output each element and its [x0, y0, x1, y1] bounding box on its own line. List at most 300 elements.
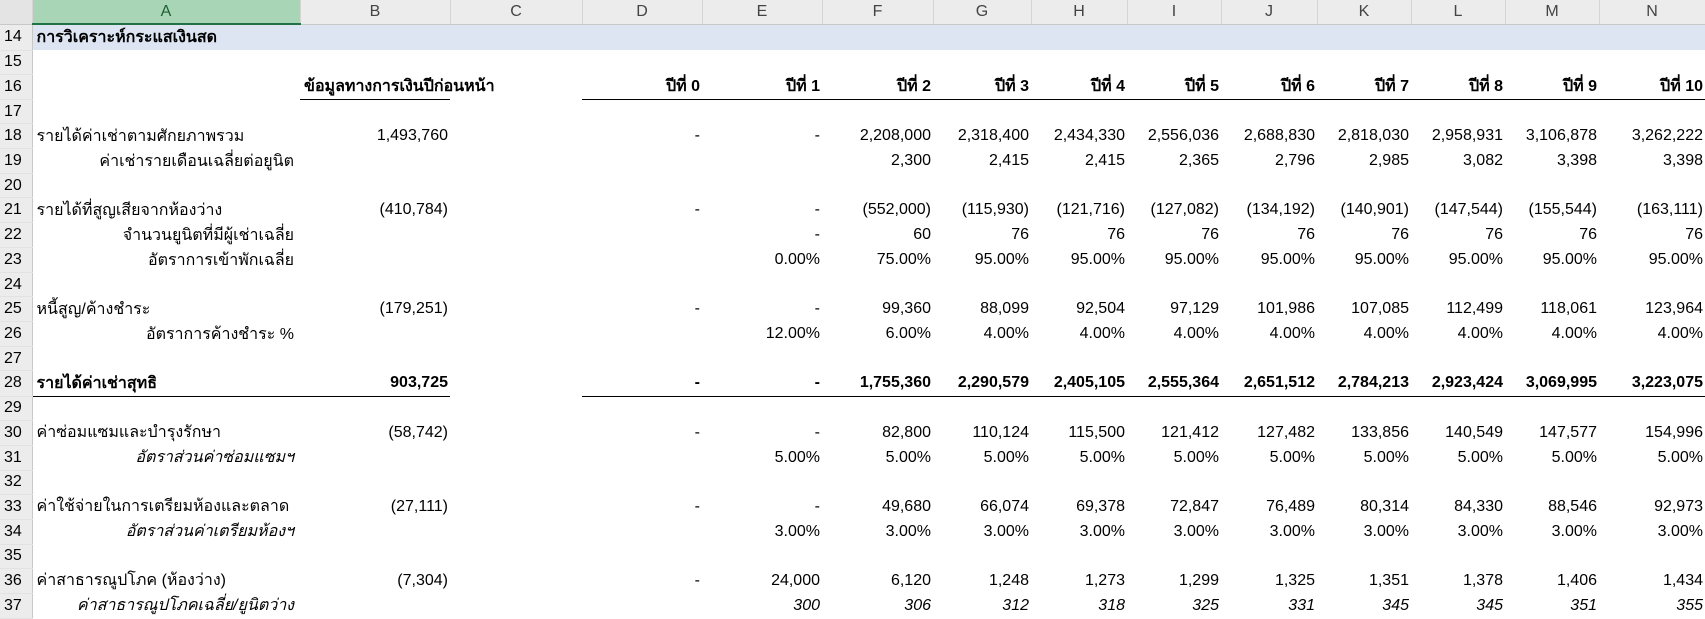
- cell-i37[interactable]: 325: [1192, 596, 1219, 614]
- row-number-16[interactable]: 16: [0, 74, 32, 100]
- cell-c22[interactable]: [450, 223, 582, 248]
- cell-i28[interactable]: 2,555,364: [1127, 371, 1221, 397]
- cell-a27[interactable]: [32, 347, 300, 371]
- cell-l16[interactable]: ปีที่ 8: [1411, 74, 1505, 100]
- cell-c25[interactable]: [450, 297, 582, 322]
- cell-f33[interactable]: 49,680: [882, 497, 931, 515]
- cell-b17[interactable]: [300, 100, 450, 124]
- cell-g33[interactable]: 66,074: [980, 497, 1029, 515]
- cell-j18[interactable]: 2,688,830: [1243, 127, 1315, 144]
- row-number-23[interactable]: 23: [0, 248, 32, 273]
- cell-d35[interactable]: [582, 544, 702, 568]
- cell-n15[interactable]: [1599, 50, 1705, 74]
- row-number-18[interactable]: 18: [0, 124, 32, 149]
- cell-k32[interactable]: [1317, 470, 1411, 494]
- cell-f20[interactable]: [822, 174, 933, 198]
- cell-n24[interactable]: [1599, 273, 1705, 297]
- cell-j35[interactable]: [1221, 544, 1317, 568]
- cell-g23[interactable]: 95.00%: [974, 251, 1029, 268]
- cell-d20[interactable]: [582, 174, 702, 198]
- cell-b37[interactable]: [300, 593, 450, 618]
- cell-l29[interactable]: [1411, 396, 1505, 420]
- cell-c21[interactable]: [450, 198, 582, 223]
- cell-f19[interactable]: 2,300: [890, 152, 931, 169]
- cell-e19[interactable]: [702, 149, 822, 174]
- cell-e27[interactable]: [702, 347, 822, 371]
- cell-m27[interactable]: [1505, 347, 1599, 371]
- cell-i33[interactable]: 72,847: [1170, 497, 1219, 515]
- cell-k31[interactable]: 5.00%: [1363, 448, 1409, 466]
- cell-g16[interactable]: ปีที่ 3: [933, 74, 1031, 100]
- cell-l17[interactable]: [1411, 100, 1505, 124]
- row-number-34[interactable]: 34: [0, 519, 32, 544]
- cell-m26[interactable]: 4.00%: [1551, 325, 1597, 342]
- cell-h14[interactable]: [1031, 24, 1127, 50]
- cell-f25[interactable]: 99,360: [882, 300, 931, 317]
- row-number-33[interactable]: 33: [0, 494, 32, 519]
- cell-k21[interactable]: (140,901): [1340, 201, 1409, 218]
- cell-e25[interactable]: -: [814, 300, 820, 317]
- cell-e22[interactable]: -: [814, 226, 820, 243]
- cell-h20[interactable]: [1031, 174, 1127, 198]
- cell-d27[interactable]: [582, 347, 702, 371]
- cell-k34[interactable]: 3.00%: [1363, 522, 1409, 540]
- cell-c14[interactable]: [450, 24, 582, 50]
- cell-m31[interactable]: 5.00%: [1551, 448, 1597, 466]
- cell-c27[interactable]: [450, 347, 582, 371]
- cell-m21[interactable]: (155,544): [1528, 201, 1597, 218]
- cell-k28[interactable]: 2,784,213: [1317, 371, 1411, 397]
- cell-i16[interactable]: ปีที่ 5: [1127, 74, 1221, 100]
- cell-a24[interactable]: [32, 273, 300, 297]
- cell-i34[interactable]: 3.00%: [1173, 522, 1219, 540]
- cell-h29[interactable]: [1031, 396, 1127, 420]
- row-number-22[interactable]: 22: [0, 223, 32, 248]
- cell-m17[interactable]: [1505, 100, 1599, 124]
- cell-m33[interactable]: 88,546: [1548, 497, 1597, 515]
- cell-e15[interactable]: [702, 50, 822, 74]
- cell-d25[interactable]: -: [694, 300, 700, 317]
- cell-j31[interactable]: 5.00%: [1269, 448, 1315, 466]
- column-header-a[interactable]: A: [32, 0, 300, 24]
- cell-k36[interactable]: 1,351: [1368, 571, 1409, 589]
- cell-e35[interactable]: [702, 544, 822, 568]
- row-number-21[interactable]: 21: [0, 198, 32, 223]
- cell-j14[interactable]: [1221, 24, 1317, 50]
- cell-d37[interactable]: [582, 593, 702, 618]
- row-number-24[interactable]: 24: [0, 273, 32, 297]
- cell-m20[interactable]: [1505, 174, 1599, 198]
- row-number-32[interactable]: 32: [0, 470, 32, 494]
- cell-l26[interactable]: 4.00%: [1457, 325, 1503, 342]
- cell-h22[interactable]: 76: [1107, 226, 1125, 243]
- cell-b26[interactable]: [300, 322, 450, 347]
- cell-b24[interactable]: [300, 273, 450, 297]
- cell-c33[interactable]: [450, 494, 582, 519]
- cell-f36[interactable]: 6,120: [890, 571, 931, 589]
- cell-f23[interactable]: 75.00%: [876, 251, 931, 268]
- select-all-corner[interactable]: [0, 0, 32, 24]
- cell-l36[interactable]: 1,378: [1462, 571, 1503, 589]
- column-header-j[interactable]: J: [1221, 0, 1317, 24]
- cell-a20[interactable]: [32, 174, 300, 198]
- cell-a35[interactable]: [32, 544, 300, 568]
- row-number-26[interactable]: 26: [0, 322, 32, 347]
- cell-a34[interactable]: อัตราส่วนค่าเตรียมห้องฯ: [125, 523, 294, 540]
- cell-b20[interactable]: [300, 174, 450, 198]
- cell-j17[interactable]: [1221, 100, 1317, 124]
- cell-f28[interactable]: 1,755,360: [822, 371, 933, 397]
- cell-g27[interactable]: [933, 347, 1031, 371]
- cell-g37[interactable]: 312: [1002, 596, 1029, 614]
- cell-l20[interactable]: [1411, 174, 1505, 198]
- cell-f34[interactable]: 3.00%: [885, 522, 931, 540]
- cell-j15[interactable]: [1221, 50, 1317, 74]
- cell-c17[interactable]: [450, 100, 582, 124]
- cell-f24[interactable]: [822, 273, 933, 297]
- cell-a28[interactable]: รายได้ค่าเช่าสุทธิ: [32, 371, 300, 397]
- cell-j21[interactable]: (134,192): [1246, 201, 1315, 218]
- cell-b36[interactable]: (7,304): [397, 571, 448, 589]
- cell-f29[interactable]: [822, 396, 933, 420]
- cell-h26[interactable]: 4.00%: [1079, 325, 1125, 342]
- cell-b32[interactable]: [300, 470, 450, 494]
- cell-l32[interactable]: [1411, 470, 1505, 494]
- cell-k25[interactable]: 107,085: [1351, 300, 1409, 317]
- cell-a18[interactable]: รายได้ค่าเช่าตามศักยภาพรวม: [36, 127, 245, 145]
- cell-m36[interactable]: 1,406: [1556, 571, 1597, 589]
- cell-k23[interactable]: 95.00%: [1354, 251, 1409, 268]
- cell-i29[interactable]: [1127, 396, 1221, 420]
- cell-n30[interactable]: 154,996: [1645, 423, 1703, 441]
- cell-b21[interactable]: (410,784): [379, 201, 448, 218]
- cell-d17[interactable]: [582, 100, 702, 124]
- cell-e23[interactable]: 0.00%: [774, 251, 820, 268]
- cell-m28[interactable]: 3,069,995: [1505, 371, 1599, 397]
- cell-a29[interactable]: [32, 396, 300, 420]
- cell-d18[interactable]: -: [694, 127, 700, 144]
- cell-d30[interactable]: -: [694, 423, 700, 441]
- cell-h37[interactable]: 318: [1098, 596, 1125, 614]
- cell-n21[interactable]: (163,111): [1636, 201, 1703, 218]
- cell-i26[interactable]: 4.00%: [1173, 325, 1219, 342]
- cell-h32[interactable]: [1031, 470, 1127, 494]
- cell-a32[interactable]: [32, 470, 300, 494]
- cell-l31[interactable]: 5.00%: [1457, 448, 1503, 466]
- cell-d19[interactable]: [582, 149, 702, 174]
- cell-k16[interactable]: ปีที่ 7: [1317, 74, 1411, 100]
- cell-n18[interactable]: 3,262,222: [1631, 127, 1703, 144]
- cell-b27[interactable]: [300, 347, 450, 371]
- cell-m15[interactable]: [1505, 50, 1599, 74]
- cell-c28[interactable]: [450, 371, 582, 397]
- cell-m37[interactable]: 351: [1570, 596, 1597, 614]
- cell-a25[interactable]: หนี้สูญ/ค้างชำระ: [36, 300, 151, 318]
- cell-h34[interactable]: 3.00%: [1079, 522, 1125, 540]
- cell-g25[interactable]: 88,099: [980, 300, 1029, 317]
- cell-l19[interactable]: 3,082: [1462, 152, 1503, 169]
- cell-n37[interactable]: 355: [1676, 596, 1703, 614]
- cell-e16[interactable]: ปีที่ 1: [702, 74, 822, 100]
- cell-c19[interactable]: [450, 149, 582, 174]
- cell-d14[interactable]: [582, 24, 702, 50]
- cell-b30[interactable]: (58,742): [388, 423, 448, 441]
- cell-a21[interactable]: รายได้ที่สูญเสียจากห้องว่าง: [36, 201, 223, 219]
- cell-l25[interactable]: 112,499: [1446, 300, 1503, 317]
- cell-j30[interactable]: 127,482: [1257, 423, 1315, 441]
- row-number-36[interactable]: 36: [0, 568, 32, 593]
- cell-j37[interactable]: 331: [1288, 596, 1315, 614]
- row-number-31[interactable]: 31: [0, 445, 32, 470]
- cell-b25[interactable]: (179,251): [379, 300, 448, 317]
- cell-m18[interactable]: 3,106,878: [1525, 127, 1597, 144]
- cell-l24[interactable]: [1411, 273, 1505, 297]
- cell-e37[interactable]: 300: [793, 596, 820, 614]
- cell-c26[interactable]: [450, 322, 582, 347]
- cell-f22[interactable]: 60: [913, 226, 931, 243]
- cell-g28[interactable]: 2,290,579: [933, 371, 1031, 397]
- cell-f37[interactable]: 306: [904, 596, 931, 614]
- column-header-d[interactable]: D: [582, 0, 702, 24]
- cell-k27[interactable]: [1317, 347, 1411, 371]
- cell-m25[interactable]: 118,061: [1540, 300, 1597, 317]
- cell-h17[interactable]: [1031, 100, 1127, 124]
- cell-f14[interactable]: [822, 24, 933, 50]
- cell-e24[interactable]: [702, 273, 822, 297]
- cell-e18[interactable]: -: [814, 127, 820, 144]
- cell-h25[interactable]: 92,504: [1076, 300, 1125, 317]
- cell-e14[interactable]: [702, 24, 822, 50]
- cell-j23[interactable]: 95.00%: [1260, 251, 1315, 268]
- cell-i24[interactable]: [1127, 273, 1221, 297]
- cell-b29[interactable]: [300, 396, 450, 420]
- cell-e21[interactable]: -: [814, 201, 820, 218]
- cell-i25[interactable]: 97,129: [1170, 300, 1219, 317]
- cell-e34[interactable]: 3.00%: [774, 522, 820, 540]
- cell-l28[interactable]: 2,923,424: [1411, 371, 1505, 397]
- cell-a37[interactable]: ค่าสาธารณูปโภคเฉลี่ย/ยูนิตว่าง: [76, 597, 294, 614]
- cell-e30[interactable]: -: [814, 423, 820, 441]
- cell-j29[interactable]: [1221, 396, 1317, 420]
- cell-f27[interactable]: [822, 347, 933, 371]
- column-header-f[interactable]: F: [822, 0, 933, 24]
- column-header-g[interactable]: G: [933, 0, 1031, 24]
- cell-j25[interactable]: 101,986: [1257, 300, 1315, 317]
- cell-n32[interactable]: [1599, 470, 1705, 494]
- cell-c37[interactable]: [450, 593, 582, 618]
- cell-e17[interactable]: [702, 100, 822, 124]
- cell-g32[interactable]: [933, 470, 1031, 494]
- cell-b28[interactable]: 903,725: [300, 371, 450, 397]
- cell-j22[interactable]: 76: [1297, 226, 1315, 243]
- cell-n33[interactable]: 92,973: [1654, 497, 1703, 515]
- row-number-17[interactable]: 17: [0, 100, 32, 124]
- cell-n25[interactable]: 123,964: [1645, 300, 1703, 317]
- cell-e26[interactable]: 12.00%: [765, 325, 820, 342]
- cell-d22[interactable]: [582, 223, 702, 248]
- cell-l21[interactable]: (147,544): [1434, 201, 1503, 218]
- cell-i19[interactable]: 2,365: [1178, 152, 1219, 169]
- cell-a26[interactable]: อัตราการค้างชำระ %: [145, 325, 294, 343]
- cell-m19[interactable]: 3,398: [1556, 152, 1597, 169]
- cell-j16[interactable]: ปีที่ 6: [1221, 74, 1317, 100]
- cell-a30[interactable]: ค่าซ่อมแซมและบำรุงรักษา: [36, 424, 221, 441]
- cell-d26[interactable]: [582, 322, 702, 347]
- cell-k18[interactable]: 2,818,030: [1337, 127, 1409, 144]
- cell-l14[interactable]: [1411, 24, 1505, 50]
- cell-i23[interactable]: 95.00%: [1164, 251, 1219, 268]
- cell-m16[interactable]: ปีที่ 9: [1505, 74, 1599, 100]
- row-number-20[interactable]: 20: [0, 174, 32, 198]
- cell-d21[interactable]: -: [694, 201, 700, 218]
- cell-h16[interactable]: ปีที่ 4: [1031, 74, 1127, 100]
- cell-b18[interactable]: 1,493,760: [376, 127, 448, 144]
- cell-k33[interactable]: 80,314: [1360, 497, 1409, 515]
- cell-m30[interactable]: 147,577: [1539, 423, 1597, 441]
- cell-c30[interactable]: [450, 420, 582, 445]
- cell-i22[interactable]: 76: [1201, 226, 1219, 243]
- row-number-27[interactable]: 27: [0, 347, 32, 371]
- cell-j32[interactable]: [1221, 470, 1317, 494]
- cell-g31[interactable]: 5.00%: [983, 448, 1029, 466]
- cell-i14[interactable]: [1127, 24, 1221, 50]
- cell-f18[interactable]: 2,208,000: [859, 127, 931, 144]
- cell-k30[interactable]: 133,856: [1351, 423, 1409, 441]
- cell-i35[interactable]: [1127, 544, 1221, 568]
- cell-n14[interactable]: [1599, 24, 1705, 50]
- cell-n34[interactable]: 3.00%: [1657, 522, 1703, 540]
- cell-d23[interactable]: [582, 248, 702, 273]
- cell-g30[interactable]: 110,124: [972, 423, 1029, 441]
- cell-h21[interactable]: (121,716): [1056, 201, 1125, 218]
- cell-a22[interactable]: จำนวนยูนิตที่มีผู้เช่าเฉลี่ย: [122, 226, 294, 244]
- column-header-l[interactable]: L: [1411, 0, 1505, 24]
- row-number-29[interactable]: 29: [0, 396, 32, 420]
- cell-c32[interactable]: [450, 470, 582, 494]
- cell-j19[interactable]: 2,796: [1274, 152, 1315, 169]
- cell-k19[interactable]: 2,985: [1368, 152, 1409, 169]
- cell-j34[interactable]: 3.00%: [1269, 522, 1315, 540]
- column-header-e[interactable]: E: [702, 0, 822, 24]
- row-number-37[interactable]: 37: [0, 593, 32, 618]
- cell-i17[interactable]: [1127, 100, 1221, 124]
- cell-g26[interactable]: 4.00%: [983, 325, 1029, 342]
- cell-b33[interactable]: (27,111): [390, 497, 448, 515]
- cell-g14[interactable]: [933, 24, 1031, 50]
- cell-a36[interactable]: ค่าสาธารณูปโภค (ห้องว่าง): [36, 572, 226, 589]
- cell-n28[interactable]: 3,223,075: [1599, 371, 1705, 397]
- cell-n26[interactable]: 4.00%: [1657, 325, 1703, 342]
- cell-k14[interactable]: [1317, 24, 1411, 50]
- cell-k22[interactable]: 76: [1391, 226, 1409, 243]
- cell-g20[interactable]: [933, 174, 1031, 198]
- cell-i20[interactable]: [1127, 174, 1221, 198]
- cell-f30[interactable]: 82,800: [882, 423, 931, 441]
- cell-l30[interactable]: 140,549: [1445, 423, 1503, 441]
- row-number-15[interactable]: 15: [0, 50, 32, 74]
- cell-l27[interactable]: [1411, 347, 1505, 371]
- cell-d15[interactable]: [582, 50, 702, 74]
- cell-g24[interactable]: [933, 273, 1031, 297]
- cell-l23[interactable]: 95.00%: [1448, 251, 1503, 268]
- cell-g34[interactable]: 3.00%: [983, 522, 1029, 540]
- cell-l18[interactable]: 2,958,931: [1431, 127, 1503, 144]
- cell-m23[interactable]: 95.00%: [1542, 251, 1597, 268]
- cell-g29[interactable]: [933, 396, 1031, 420]
- cell-k15[interactable]: [1317, 50, 1411, 74]
- row-number-30[interactable]: 30: [0, 420, 32, 445]
- cell-i30[interactable]: 121,412: [1161, 423, 1219, 441]
- cell-c15[interactable]: [450, 50, 582, 74]
- cell-a19[interactable]: ค่าเช่ารายเดือนเฉลี่ยต่อยูนิต: [99, 152, 294, 170]
- column-header-i[interactable]: I: [1127, 0, 1221, 24]
- cell-c20[interactable]: [450, 174, 582, 198]
- cell-l34[interactable]: 3.00%: [1457, 522, 1503, 540]
- cell-g18[interactable]: 2,318,400: [957, 127, 1029, 144]
- cell-h30[interactable]: 115,500: [1068, 423, 1125, 441]
- cell-c31[interactable]: [450, 445, 582, 470]
- cell-e36[interactable]: 24,000: [771, 571, 820, 589]
- row-number-14[interactable]: 14: [0, 24, 32, 50]
- cell-d16[interactable]: ปีที่ 0: [582, 74, 702, 100]
- cell-d32[interactable]: [582, 470, 702, 494]
- row-number-19[interactable]: 19: [0, 149, 32, 174]
- cell-h35[interactable]: [1031, 544, 1127, 568]
- cell-n16[interactable]: ปีที่ 10: [1599, 74, 1705, 100]
- cell-h28[interactable]: 2,405,105: [1031, 371, 1127, 397]
- cell-m14[interactable]: [1505, 24, 1599, 50]
- cell-a33[interactable]: ค่าใช้จ่ายในการเตรียมห้องและตลาด: [36, 498, 290, 515]
- cell-l33[interactable]: 84,330: [1454, 497, 1503, 515]
- cell-k29[interactable]: [1317, 396, 1411, 420]
- cell-j24[interactable]: [1221, 273, 1317, 297]
- cell-h24[interactable]: [1031, 273, 1127, 297]
- cell-n23[interactable]: 95.00%: [1648, 251, 1703, 268]
- cell-f32[interactable]: [822, 470, 933, 494]
- cell-n27[interactable]: [1599, 347, 1705, 371]
- row-number-35[interactable]: 35: [0, 544, 32, 568]
- cell-a23[interactable]: อัตราการเข้าพักเฉลี่ย: [147, 251, 294, 269]
- column-header-b[interactable]: B: [300, 0, 450, 24]
- cell-l15[interactable]: [1411, 50, 1505, 74]
- row-number-28[interactable]: 28: [0, 371, 32, 397]
- cell-d36[interactable]: -: [694, 571, 700, 589]
- cell-k20[interactable]: [1317, 174, 1411, 198]
- cell-f26[interactable]: 6.00%: [885, 325, 931, 342]
- cell-j26[interactable]: 4.00%: [1269, 325, 1315, 342]
- cell-k37[interactable]: 345: [1382, 596, 1409, 614]
- cell-d34[interactable]: [582, 519, 702, 544]
- row-number-25[interactable]: 25: [0, 297, 32, 322]
- cell-a15[interactable]: [32, 50, 300, 74]
- cell-n20[interactable]: [1599, 174, 1705, 198]
- cell-i18[interactable]: 2,556,036: [1147, 127, 1219, 144]
- cell-i27[interactable]: [1127, 347, 1221, 371]
- cell-k35[interactable]: [1317, 544, 1411, 568]
- cell-j28[interactable]: 2,651,512: [1221, 371, 1317, 397]
- column-header-m[interactable]: M: [1505, 0, 1599, 24]
- cell-i36[interactable]: 1,299: [1178, 571, 1219, 589]
- cell-e33[interactable]: -: [814, 497, 820, 515]
- cell-m34[interactable]: 3.00%: [1551, 522, 1597, 540]
- cell-j33[interactable]: 76,489: [1266, 497, 1315, 515]
- cell-i15[interactable]: [1127, 50, 1221, 74]
- cell-c29[interactable]: [450, 396, 582, 420]
- cell-g21[interactable]: (115,930): [961, 201, 1029, 218]
- cell-h33[interactable]: 69,378: [1076, 497, 1125, 515]
- cell-g36[interactable]: 1,248: [988, 571, 1029, 589]
- cell-m35[interactable]: [1505, 544, 1599, 568]
